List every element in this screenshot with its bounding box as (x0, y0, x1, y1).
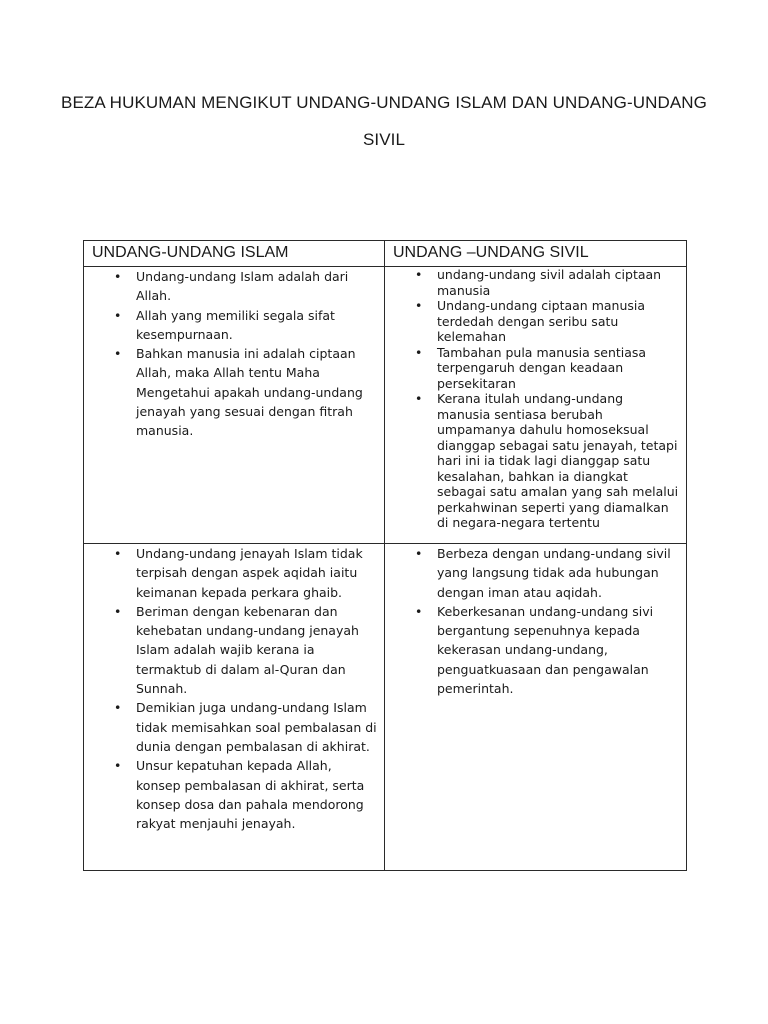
document-title: BEZA HUKUMAN MENGIKUT UNDANG-UNDANG ISLAM DAN UNDANG-UNDANG SIVIL (61, 93, 707, 149)
list-item: • Undang-undang Islam adalah dari Allah. (84, 267, 384, 306)
cell-islam (84, 544, 385, 871)
header-row (84, 241, 687, 267)
list-item: • Demikian juga undang-undang Islam tidak memisahkan soal pembalasan di dunia dengan pembalasan di akhirat. (84, 698, 384, 756)
comparison-table (83, 240, 687, 871)
cell-sivil (385, 544, 687, 871)
bullet-list (385, 267, 686, 531)
header-islam: UNDANG-UNDANG ISLAM (84, 241, 385, 267)
list-item: • Unsur kepatuhan kepada Allah, konsep pembalasan di akhirat, serta konsep dosa dan pahala mendorong rakyat menjauhi jenayah. (84, 756, 384, 833)
bullet-list (84, 544, 384, 833)
list-item: • Undang-undang ciptaan manusia terdedah dengan seribu satu kelemahan (385, 298, 686, 345)
list-item: • Allah yang memiliki segala sifat kesempurnaan. (84, 306, 384, 345)
table-row (84, 267, 687, 544)
list-item: • Berbeza dengan undang-undang sivil yang langsung tidak ada hubungan dengan iman atau aqidah. (385, 544, 686, 602)
table-row (84, 544, 687, 871)
list-item: • Undang-undang jenayah Islam tidak terpisah dengan aspek aqidah iaitu keimanan kepada perkara ghaib. (84, 544, 384, 602)
cell-islam (84, 267, 385, 544)
list-item: • Kerana itulah undang-undang manusia sentiasa berubah umpamanya dahulu homoseksual dianggap sebagai satu jenayah, tetapi hari ini ia tidak lagi dianggap satu kesalahan, bahkan ia diangkat sebagai satu amalan yang sah melalui perkahwinan seperti yang diamalkan di negara-negara tertentu (385, 391, 686, 531)
list-item: • undang-undang sivil adalah ciptaan manusia (385, 267, 686, 298)
list-item: • Tambahan pula manusia sentiasa terpengaruh dengan keadaan persekitaran (385, 345, 686, 392)
list-item: • Bahkan manusia ini adalah ciptaan Allah, maka Allah tentu Maha Mengetahui apakah undang-undang jenayah yang sesuai dengan fitrah manusia. (84, 344, 384, 440)
list-item: • Keberkesanan undang-undang sivi bergantung sepenuhnya kepada kekerasan undang-undang, penguatkuasaan dan pengawalan pemerintah. (385, 602, 686, 698)
bullet-list (385, 544, 686, 698)
list-item: • Beriman dengan kebenaran dan kehebatan undang-undang jenayah Islam adalah wajib kerana ia termaktub di dalam al-Quran dan Sunnah. (84, 602, 384, 698)
bullet-list (84, 267, 384, 441)
cell-sivil (385, 267, 687, 544)
header-sivil: UNDANG –UNDANG SIVIL (385, 241, 687, 267)
